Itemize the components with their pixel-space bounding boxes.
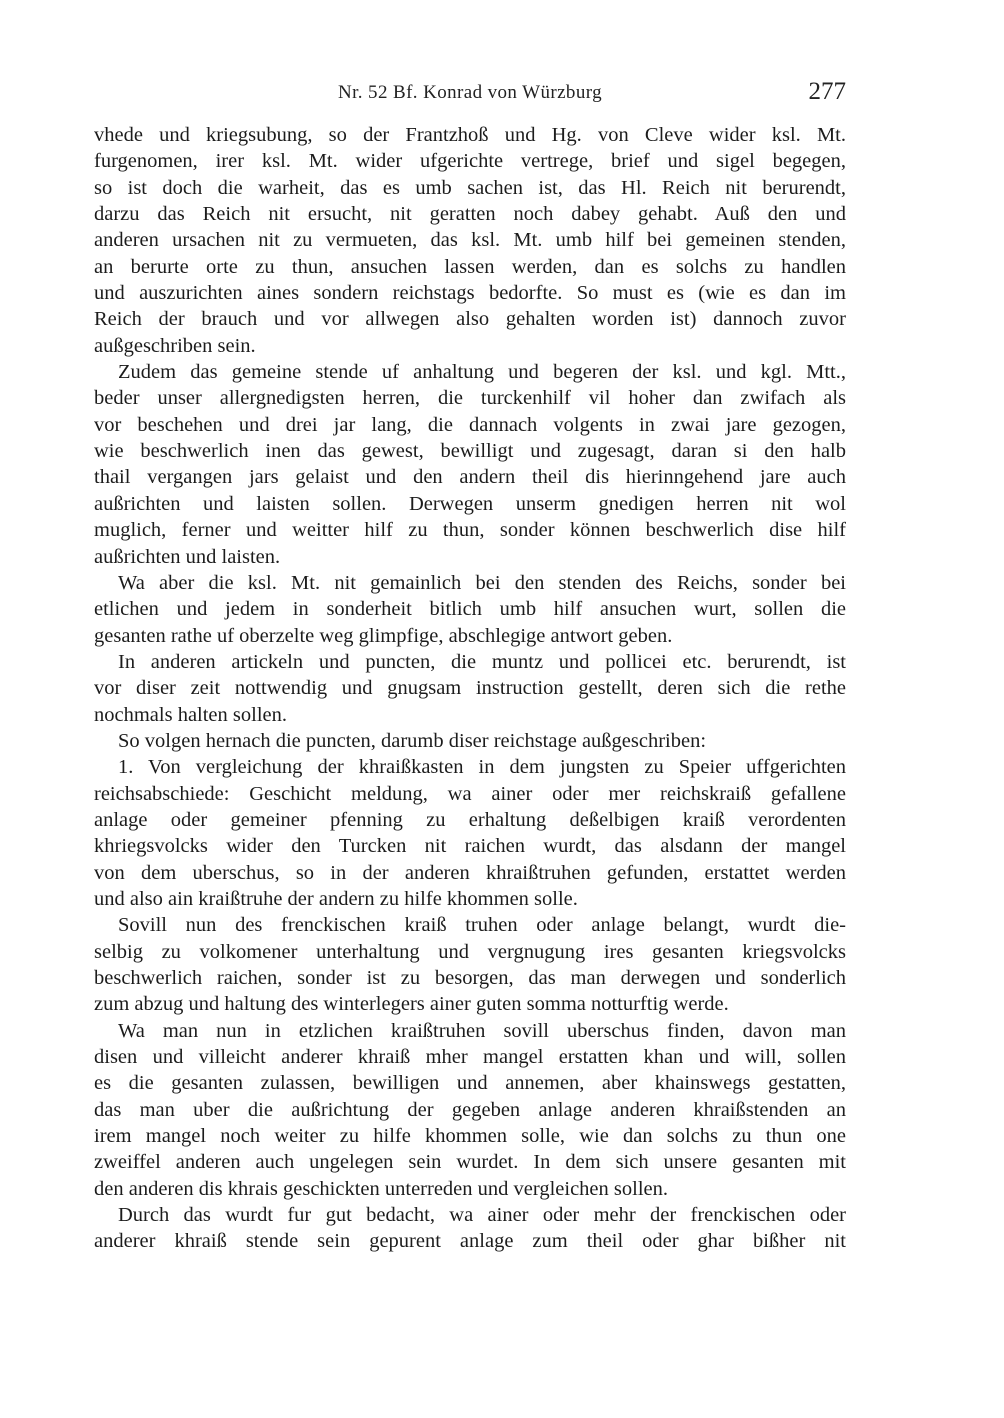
text-line: beschwerlich raichen, sonder ist zu besorgen, das man derwegen und sonderlich xyxy=(94,967,846,989)
running-header xyxy=(94,78,846,110)
text-line: 1. Von vergleichung der khraißkasten in dem jungsten zu Speier uffgerichten xyxy=(118,756,846,779)
text-line: darzu das Reich nit ersucht, nit geratten noch dabey gehabt. Auß den und xyxy=(94,203,846,226)
text-line: reichsabschiede: Geschicht meldung, wa ainer oder mer reichskraiß gefallene xyxy=(94,782,846,805)
text-line: an berurte orte zu thun, ansuchen lassen werden, dan es solchs zu handlen xyxy=(94,255,846,278)
paragraph xyxy=(94,728,846,754)
text-line: disen und villeicht anderer khraiß mher mangel erstatten khan und will, sollen xyxy=(94,1046,846,1069)
text-line: von dem uberschus, so in der anderen khraißtruhen gefunden, erstattet werden xyxy=(94,861,846,884)
text-line: und auszurichten aines sondern reichstags bedorfte. So must es (wie es dan im xyxy=(94,282,846,305)
text-line: beder unser allergnedigsten herren, die turckenhilf vil hoher dan zwifach als xyxy=(94,387,846,410)
text-line: wie beschwerlich inen das gewest, bewilligt und zugesagt, daran si den halb xyxy=(94,440,846,463)
text-line: nochmals halten sollen. xyxy=(94,703,287,726)
text-line: Wa aber die ksl. Mt. nit gemainlich bei den stenden des Reichs, sonder bei xyxy=(118,571,846,594)
text-column xyxy=(94,78,846,1255)
paragraph xyxy=(94,1018,846,1202)
page-number: 277 xyxy=(808,78,846,105)
text-line: Reich der brauch und vor allwegen also gehalten worden ist) dannoch zuvor xyxy=(94,308,846,331)
text-line: den anderen dis khrais geschickten unterreden und vergleichen sollen. xyxy=(94,1177,668,1200)
text-line: außgeschriben sein. xyxy=(94,334,256,357)
text-line: Wa man nun in etzlichen kraißtruhen sovill uberschus finden, davon man xyxy=(118,1019,846,1042)
text-line: gesanten rathe uf oberzelte weg glimpfige, abschlegige antwort geben. xyxy=(94,624,673,647)
paragraph xyxy=(94,359,846,570)
text-line: das man uber die außrichtung der gegeben anlage anderen khraißstenden an xyxy=(94,1098,846,1121)
text-line: anlage oder gemeiner pfenning zu erhaltung deßelbigen kraiß verordenten xyxy=(94,808,846,831)
paragraph xyxy=(94,649,846,728)
text-line: irem mangel noch weiter zu hilfe khommen solle, wie dan solchs zu thun one xyxy=(94,1125,846,1148)
paragraph xyxy=(94,122,846,359)
text-line: vor beschehen und drei jar lang, die dannach volgents in zwai jare gezogen, xyxy=(94,413,846,436)
text-line: außrichten und laisten. xyxy=(94,545,281,568)
text-line: muglich, ferner und weitter hilf zu thun, sonder können beschwerlich dise hilf xyxy=(94,519,846,542)
text-line: vor diser zeit nottwendig und gnugsam instruction gestellt, deren sich die rethe xyxy=(94,677,846,700)
paragraph xyxy=(94,754,846,912)
text-line: anderen ursachen nit zu vermueten, das ksl. Mt. umb hilf bei gemeinen stenden, xyxy=(94,229,846,252)
text-line: In anderen artickeln und puncten, die muntz und pollicei etc. berurendt, ist xyxy=(118,650,846,673)
text-line: zum abzug und haltung des winterlegers ainer guten somma notturftig werde. xyxy=(94,993,729,1016)
text-line: außrichten und laisten sollen. Derwegen unserm gnedigen herren nit wol xyxy=(94,492,846,515)
text-line: es die gesanten zulassen, bewilligen und annemen, aber khainswegs gestatten, xyxy=(94,1072,846,1095)
running-header-title: Nr. 52 Bf. Konrad von Würzburg xyxy=(337,82,603,103)
text-line: Durch das wurdt fur gut bedacht, wa ainer oder mehr der frenckischen oder xyxy=(118,1204,846,1227)
paragraph xyxy=(94,912,846,1017)
text-line: Sovill nun des frenckischen kraiß truhen oder anlage belangt, wurdt die- xyxy=(118,914,846,937)
text-line: und also ain kraißtruhe der andern zu hilfe khommen solle. xyxy=(94,887,578,910)
text-line: Zudem das gemeine stende uf anhaltung und begeren der ksl. und kgl. Mtt., xyxy=(118,361,846,384)
text-line: thail vergangen jars gelaist und den andern theil dis hierinngehend jare auch xyxy=(94,466,846,489)
text-line: so ist doch die warheit, das es umb sachen ist, das Hl. Reich nit berurendt, xyxy=(94,176,846,199)
text-line: selbig zu volkomener unterhaltung und vergnugung ires gesanten kriegsvolcks xyxy=(94,940,846,963)
text-line: etlichen und jedem in sonderheit bitlich umb hilf ansuchen wurt, sollen die xyxy=(94,598,846,621)
text-line: furgenomen, irer ksl. Mt. wider ufgerichte vertrege, brief und sigel begegen, xyxy=(94,150,846,173)
text-line: anderer khraiß stende sein gepurent anlage zum theil oder ghar bißher nit xyxy=(94,1230,846,1253)
paragraph xyxy=(94,1202,846,1255)
paragraph xyxy=(94,570,846,649)
page-body xyxy=(94,122,846,1255)
text-line: vhede und kriegsubung, so der Frantzhoß und Hg. von Cleve wider ksl. Mt. xyxy=(94,124,846,146)
text-line: zweiffel anderen auch ungelegen sein wurdet. In dem sich unsere gesanten mit xyxy=(94,1151,846,1174)
text-line: So volgen hernach die puncten, darumb diser reichstage außgeschriben: xyxy=(118,729,707,752)
text-line: khriegsvolcks wider den Turcken nit raichen wurdt, das alsdann der mangel xyxy=(94,835,846,858)
